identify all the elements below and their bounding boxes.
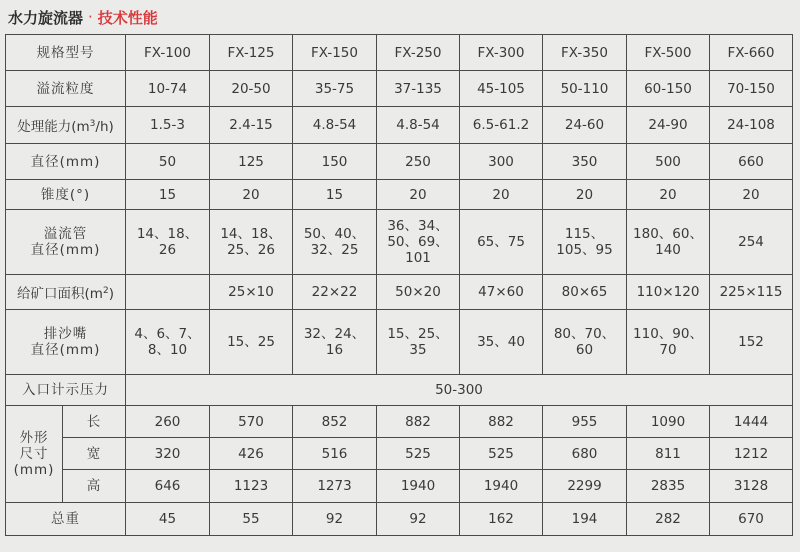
capacity-cell: 24-60 [543,107,627,144]
diameter-cell: 50 [126,144,210,180]
model-cell: FX-500 [627,35,710,71]
cone-cell: 20 [460,180,543,210]
weight-cell: 282 [627,503,710,536]
cell-line: 36、34、 [387,218,449,234]
spigot-label [6,310,126,375]
diameter-cell: 300 [460,144,543,180]
height-cell: 2299 [543,470,627,503]
height-row [6,470,793,503]
label-line: 排沙嘴 [43,326,88,342]
overflow-size-label: 溢流粒度 [6,71,126,107]
overflow-pipe-cell [377,210,460,275]
length-cell: 570 [210,406,293,438]
diameter-cell: 150 [293,144,377,180]
cell-line: 15、25 [227,334,275,350]
dimensions-label-line: 外形 [19,430,49,446]
cell-line: 65、75 [477,234,525,250]
label-text-tail: ) [108,285,114,302]
width-cell: 811 [627,438,710,470]
cell-line: 105、95 [556,242,613,258]
spigot-row [6,310,793,375]
spec-table [5,34,793,536]
weight-cell: 162 [460,503,543,536]
height-cell: 646 [126,470,210,503]
spigot-cell [293,310,377,375]
height-cell: 3128 [710,470,793,503]
overflow-pipe-label [6,210,126,275]
cone-cell: 15 [126,180,210,210]
overflow-size-cell: 35-75 [293,71,377,107]
spigot-cell [377,310,460,375]
model-cell: FX-350 [543,35,627,71]
overflow-size-cell: 45-105 [460,71,543,107]
feed-area-label [6,275,126,310]
feed-area-cell: 47×60 [460,275,543,310]
diameter-cell: 660 [710,144,793,180]
cell-line: 50、40、 [303,226,366,242]
overflow-pipe-cell [627,210,710,275]
feed-area-cell: 225×115 [710,275,793,310]
width-cell: 1212 [710,438,793,470]
overflow-size-cell: 10-74 [126,71,210,107]
cell-line: 140 [655,242,681,258]
length-cell: 260 [126,406,210,438]
cell-line: 254 [738,234,764,250]
capacity-cell: 4.8-54 [293,107,377,144]
dimensions-label-line: 尺寸 [19,446,49,462]
model-cell: FX-150 [293,35,377,71]
capacity-cell: 6.5-61.2 [460,107,543,144]
title-separator: · [88,8,93,26]
page-subtitle: 技术性能 [97,8,158,27]
overflow-pipe-cell [126,210,210,275]
overflow-size-cell: 20-50 [210,71,293,107]
height-cell: 1940 [377,470,460,503]
feed-area-cell: 50×20 [377,275,460,310]
feed-area-cell: 22×22 [293,275,377,310]
weight-cell: 92 [293,503,377,536]
weight-cell: 670 [710,503,793,536]
width-cell: 525 [377,438,460,470]
cell-line: 110、90、 [633,326,703,342]
overflow-size-cell: 37-135 [377,71,460,107]
weight-cell: 194 [543,503,627,536]
weight-cell: 45 [126,503,210,536]
capacity-cell: 2.4-15 [210,107,293,144]
model-cell: FX-300 [460,35,543,71]
cell-line: 26 [158,242,177,258]
model-label: 规格型号 [6,35,126,71]
cell-line: 4、6、7、 [134,326,201,342]
spigot-cell [543,310,627,375]
overflow-size-row [6,71,793,107]
cell-line: 80、70、 [553,326,616,342]
spigot-cell [710,310,793,375]
capacity-cell: 1.5-3 [126,107,210,144]
overflow-pipe-cell [543,210,627,275]
height-cell: 2835 [627,470,710,503]
label-text-tail: /h) [95,118,114,135]
length-cell: 1090 [627,406,710,438]
cone-row [6,180,793,210]
diameter-cell: 500 [627,144,710,180]
cell-line: 14、18、 [220,226,282,242]
overflow-pipe-row [6,210,793,275]
label-line: 直径(mm) [30,242,101,258]
length-cell: 1444 [710,406,793,438]
overflow-pipe-cell [293,210,377,275]
label-text: 处理能力(m [17,118,90,135]
width-cell: 516 [293,438,377,470]
model-cell: FX-100 [126,35,210,71]
label-superscript: 2 [102,285,109,296]
weight-cell: 92 [377,503,460,536]
length-cell: 882 [377,406,460,438]
cone-label: 锥度(°) [6,180,126,210]
cell-line: 115、 [564,226,605,242]
overflow-pipe-cell [210,210,293,275]
cell-line: 25、26 [227,242,275,258]
page-title: 水力旋流器 [8,8,84,27]
overflow-size-cell: 70-150 [710,71,793,107]
height-label: 高 [63,470,126,503]
cone-cell: 15 [293,180,377,210]
feed-area-cell: 110×120 [627,275,710,310]
capacity-cell: 4.8-54 [377,107,460,144]
cell-line: 15、25、 [387,326,449,342]
length-cell: 955 [543,406,627,438]
feed-area-row [6,275,793,310]
height-cell: 1123 [210,470,293,503]
width-row [6,438,793,470]
cone-cell: 20 [210,180,293,210]
width-cell: 525 [460,438,543,470]
diameter-row [6,144,793,180]
weight-label: 总重 [6,503,126,536]
inlet-pressure-value: 50-300 [126,375,793,406]
label-line: 直径(mm) [30,342,101,358]
cell-line: 35 [409,342,427,358]
weight-row [6,503,793,536]
cell-line: 14、18、 [136,226,199,242]
model-cell: FX-660 [710,35,793,71]
length-label: 长 [63,406,126,438]
cell-line: 32、24、 [303,326,366,342]
cell-line: 180、60、 [633,226,703,242]
feed-area-cell [126,275,210,310]
width-cell: 680 [543,438,627,470]
diameter-cell: 125 [210,144,293,180]
cone-cell: 20 [377,180,460,210]
cell-line: 8、10 [147,342,188,358]
cell-line: 152 [738,334,764,350]
feed-area-cell: 25×10 [210,275,293,310]
diameter-label: 直径(mm) [6,144,126,180]
overflow-pipe-cell [460,210,543,275]
weight-cell: 55 [210,503,293,536]
cell-line: 16 [325,342,344,358]
diameter-cell: 350 [543,144,627,180]
feed-area-cell: 80×65 [543,275,627,310]
cell-line: 50、69、 [387,234,449,250]
label-text: 给矿口面积(m [17,285,103,302]
overflow-size-cell: 60-150 [627,71,710,107]
width-label: 宽 [63,438,126,470]
dimensions-label-line: (mm) [13,462,55,478]
length-cell: 882 [460,406,543,438]
inlet-pressure-label: 入口计示压力 [6,375,126,406]
dimensions-label [6,406,63,503]
cell-line: 60 [575,342,594,358]
capacity-label [6,107,126,144]
cell-line: 70 [659,342,677,358]
cone-cell: 20 [627,180,710,210]
spigot-cell [627,310,710,375]
capacity-cell: 24-90 [627,107,710,144]
width-cell: 320 [126,438,210,470]
spigot-cell [460,310,543,375]
cone-cell: 20 [710,180,793,210]
height-cell: 1273 [293,470,377,503]
cell-line: 101 [405,250,431,266]
width-cell: 426 [210,438,293,470]
length-row [6,406,793,438]
capacity-cell: 24-108 [710,107,793,144]
model-cell: FX-250 [377,35,460,71]
inlet-pressure-row [6,375,793,406]
overflow-size-cell: 50-110 [543,71,627,107]
label-superscript: 3 [89,118,96,129]
diameter-cell: 250 [377,144,460,180]
model-cell: FX-125 [210,35,293,71]
height-cell: 1940 [460,470,543,503]
spigot-cell [126,310,210,375]
label-line: 溢流管 [43,226,88,242]
overflow-pipe-cell [710,210,793,275]
page-header [8,2,158,32]
cone-cell: 20 [543,180,627,210]
capacity-row [6,107,793,144]
cell-line: 32、25 [310,242,359,258]
cell-line: 35、40 [477,334,525,350]
length-cell: 852 [293,406,377,438]
spigot-cell [210,310,293,375]
model-row [6,35,793,71]
